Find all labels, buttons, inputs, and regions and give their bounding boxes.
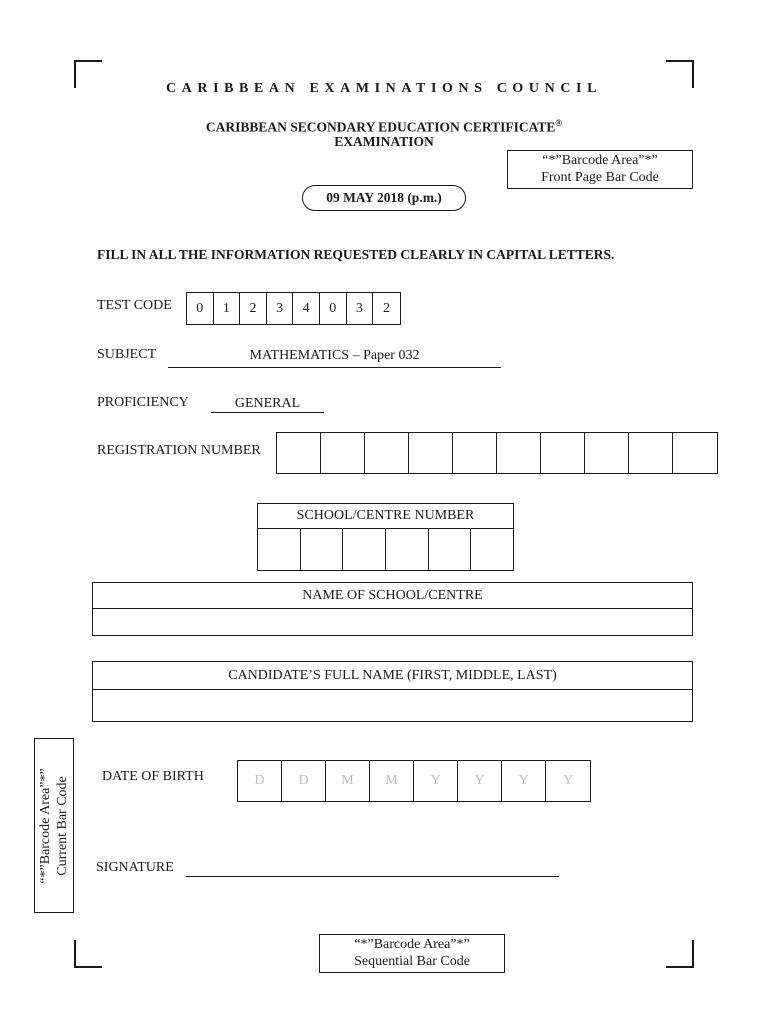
certificate-title-text: CARIBBEAN SECONDARY EDUCATION CERTIFICATE [205, 119, 556, 135]
registration-number-grid [276, 432, 718, 474]
front-barcode-line1: “*”Barcode Area”*” [542, 153, 658, 168]
dob-year-box[interactable]: Y [502, 761, 546, 801]
school-centre-number-box [257, 503, 514, 571]
school-centre-name-field[interactable] [93, 609, 692, 635]
sequential-barcode-line1: “*”Barcode Area”*” [354, 937, 470, 952]
current-barcode-area [34, 738, 74, 913]
school-centre-digit-box[interactable] [429, 529, 472, 570]
dob-month-box[interactable]: M [370, 761, 414, 801]
sequential-barcode-area [319, 934, 505, 973]
registration-digit-box[interactable] [409, 433, 453, 473]
registration-digit-box[interactable] [629, 433, 673, 473]
signature-line[interactable] [186, 876, 559, 877]
candidate-name-box [92, 661, 693, 722]
test-code-grid [186, 292, 401, 325]
test-code-digit: 4 [293, 293, 320, 324]
proficiency-label: PROFICIENCY [97, 395, 189, 410]
registration-number-label: REGISTRATION NUMBER [97, 443, 261, 458]
crop-mark-bottom-right [666, 940, 694, 968]
registration-digit-box[interactable] [673, 433, 717, 473]
candidate-name-label: CANDIDATE’S FULL NAME (FIRST, MIDDLE, LAST) [93, 662, 692, 690]
dob-day-box[interactable]: D [282, 761, 326, 801]
dob-year-box[interactable]: Y [458, 761, 502, 801]
council-title: CARIBBEAN EXAMINATIONS COUNCIL [165, 81, 603, 96]
school-centre-name-box [92, 582, 693, 636]
school-centre-digit-box[interactable] [301, 529, 344, 570]
test-code-digit: 2 [240, 293, 267, 324]
candidate-name-field[interactable] [93, 690, 692, 721]
registration-digit-box[interactable] [277, 433, 321, 473]
school-centre-digit-box[interactable] [471, 529, 513, 570]
examination-title: EXAMINATION [334, 134, 434, 149]
date-of-birth-grid [237, 760, 591, 802]
crop-mark-bottom-left [74, 940, 102, 968]
registration-digit-box[interactable] [321, 433, 365, 473]
subject-field[interactable]: MATHEMATICS – Paper 032 [168, 348, 501, 368]
registration-digit-box[interactable] [541, 433, 585, 473]
test-code-digit: 1 [214, 293, 241, 324]
front-barcode-area [507, 150, 693, 189]
certificate-title [0, 118, 768, 136]
dob-month-box[interactable]: M [326, 761, 370, 801]
test-code-label: TEST CODE [97, 298, 172, 313]
school-centre-name-label: NAME OF SCHOOL/CENTRE [93, 583, 692, 609]
test-code-digit: 0 [187, 293, 214, 324]
dob-year-box[interactable]: Y [414, 761, 458, 801]
registered-mark: ® [555, 118, 563, 128]
test-code-digit: 2 [382, 300, 390, 316]
front-barcode-line2: Front Page Bar Code [541, 170, 659, 185]
registration-digit-box[interactable] [497, 433, 541, 473]
test-code-digit: 3 [347, 293, 374, 324]
dob-year-box[interactable]: Y [562, 773, 574, 788]
school-centre-digit-box[interactable] [343, 529, 386, 570]
current-barcode-line1: “*”Barcode Area”*” [38, 767, 53, 884]
current-barcode-line2: Current Bar Code [55, 775, 70, 876]
test-code-digit: 3 [267, 293, 294, 324]
school-centre-digit-box[interactable] [258, 529, 301, 570]
subject-label: SUBJECT [97, 347, 157, 362]
exam-date: 09 MAY 2018 (p.m.) [302, 185, 466, 211]
test-code-digit: 0 [320, 293, 347, 324]
signature-label: SIGNATURE [96, 860, 174, 875]
registration-digit-box[interactable] [453, 433, 497, 473]
sequential-barcode-line2: Sequential Bar Code [354, 954, 470, 969]
school-centre-digit-box[interactable] [386, 529, 429, 570]
date-of-birth-label: DATE OF BIRTH [102, 769, 204, 784]
school-centre-number-label: SCHOOL/CENTRE NUMBER [258, 504, 513, 529]
proficiency-field[interactable]: GENERAL [211, 396, 324, 413]
instruction-text: FILL IN ALL THE INFORMATION REQUESTED CLEARLY IN CAPITAL LETTERS. [97, 247, 615, 262]
registration-digit-box[interactable] [365, 433, 409, 473]
registration-digit-box[interactable] [585, 433, 629, 473]
dob-day-box[interactable]: D [238, 761, 282, 801]
